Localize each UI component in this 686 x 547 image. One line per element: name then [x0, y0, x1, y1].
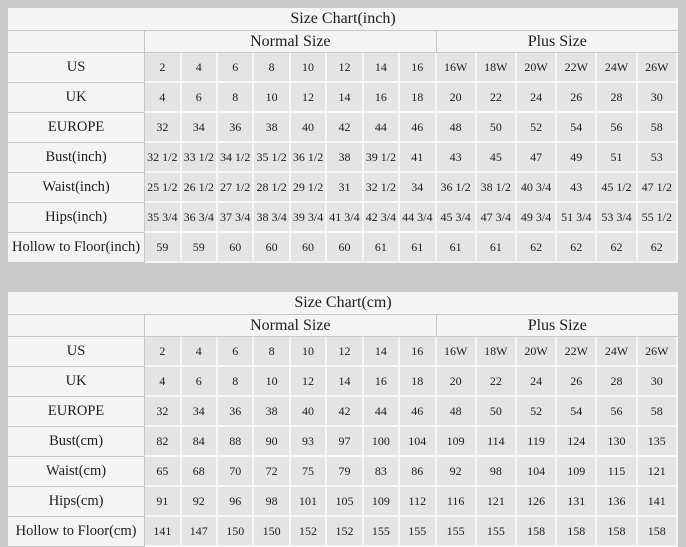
size-value-cell: 16	[364, 83, 400, 113]
size-value-cell: 10	[291, 53, 327, 83]
table-row	[8, 457, 678, 487]
size-value-cell: 8	[254, 337, 290, 367]
size-value-cell: 12	[291, 83, 327, 113]
size-value-cell: 20W	[517, 53, 557, 83]
size-value-cell: 36	[218, 397, 254, 427]
table-title-row	[8, 292, 678, 315]
size-value-cell: 28	[597, 83, 637, 113]
size-value-cell: 131	[557, 487, 597, 517]
row-label: US	[8, 337, 145, 367]
size-value-cell: 96	[218, 487, 254, 517]
size-value-cell: 100	[364, 427, 400, 457]
normal-size-header: Normal Size	[145, 31, 436, 53]
size-value-cell: 10	[254, 367, 290, 397]
size-value-cell: 114	[477, 427, 517, 457]
normal-size-header: Normal Size	[145, 315, 436, 337]
size-value-cell: 112	[400, 487, 436, 517]
size-value-cell: 55 1/2	[638, 203, 678, 233]
size-value-cell: 14	[364, 53, 400, 83]
size-value-cell: 6	[182, 367, 218, 397]
size-value-cell: 4	[145, 83, 181, 113]
size-value-cell: 38 3/4	[254, 203, 290, 233]
size-value-cell: 22W	[557, 337, 597, 367]
table-row	[8, 143, 678, 173]
size-value-cell: 28 1/2	[254, 173, 290, 203]
size-value-cell: 37 3/4	[218, 203, 254, 233]
table-title: Size Chart(inch)	[8, 8, 678, 31]
size-value-cell: 92	[182, 487, 218, 517]
size-value-cell: 93	[291, 427, 327, 457]
table-row	[8, 113, 678, 143]
size-value-cell: 34	[400, 173, 436, 203]
size-value-cell: 22W	[557, 53, 597, 83]
size-group-row	[8, 315, 678, 337]
size-value-cell: 155	[437, 517, 477, 547]
size-value-cell: 60	[291, 233, 327, 263]
size-value-cell: 32 1/2	[145, 143, 181, 173]
size-value-cell: 20W	[517, 337, 557, 367]
size-value-cell: 51	[597, 143, 637, 173]
size-value-cell: 35 1/2	[254, 143, 290, 173]
size-value-cell: 42	[327, 113, 363, 143]
plus-size-header: Plus Size	[437, 315, 678, 337]
size-value-cell: 44 3/4	[400, 203, 436, 233]
table-row	[8, 517, 678, 547]
table-title: Size Chart(cm)	[8, 292, 678, 315]
size-value-cell: 48	[437, 397, 477, 427]
size-value-cell: 86	[400, 457, 436, 487]
size-value-cell: 12	[327, 53, 363, 83]
row-label: Bust(cm)	[8, 427, 145, 457]
size-value-cell: 46	[400, 113, 436, 143]
size-value-cell: 45 3/4	[437, 203, 477, 233]
table-row	[8, 203, 678, 233]
size-value-cell: 83	[364, 457, 400, 487]
size-value-cell: 75	[291, 457, 327, 487]
size-value-cell: 10	[291, 337, 327, 367]
size-value-cell: 20	[437, 367, 477, 397]
table-row	[8, 367, 678, 397]
size-value-cell: 39 1/2	[364, 143, 400, 173]
size-value-cell: 16W	[437, 337, 477, 367]
size-value-cell: 4	[182, 337, 218, 367]
size-value-cell: 158	[557, 517, 597, 547]
size-value-cell: 155	[364, 517, 400, 547]
size-value-cell: 30	[638, 367, 678, 397]
size-value-cell: 32	[145, 397, 181, 427]
size-value-cell: 54	[557, 113, 597, 143]
size-value-cell: 36	[218, 113, 254, 143]
size-value-cell: 6	[182, 83, 218, 113]
size-value-cell: 62	[517, 233, 557, 263]
row-label: Waist(cm)	[8, 457, 145, 487]
size-value-cell: 34	[182, 113, 218, 143]
size-value-cell: 53 3/4	[597, 203, 637, 233]
size-value-cell: 38	[254, 113, 290, 143]
size-value-cell: 2	[145, 337, 181, 367]
size-value-cell: 90	[254, 427, 290, 457]
size-value-cell: 121	[638, 457, 678, 487]
size-value-cell: 155	[400, 517, 436, 547]
table-title-row	[8, 8, 678, 31]
size-value-cell: 49	[557, 143, 597, 173]
size-value-cell: 18	[400, 83, 436, 113]
row-label: Bust(inch)	[8, 143, 145, 173]
size-value-cell: 22	[477, 83, 517, 113]
size-value-cell: 4	[182, 53, 218, 83]
size-value-cell: 30	[638, 83, 678, 113]
size-value-cell: 150	[254, 517, 290, 547]
size-value-cell: 16W	[437, 53, 477, 83]
size-value-cell: 8	[254, 53, 290, 83]
size-value-cell: 147	[182, 517, 218, 547]
size-value-cell: 116	[437, 487, 477, 517]
size-value-cell: 26	[557, 367, 597, 397]
size-value-cell: 84	[182, 427, 218, 457]
size-value-cell: 14	[364, 337, 400, 367]
size-value-cell: 141	[145, 517, 181, 547]
size-value-cell: 34 1/2	[218, 143, 254, 173]
size-value-cell: 109	[557, 457, 597, 487]
size-value-cell: 39 3/4	[291, 203, 327, 233]
size-value-cell: 24W	[597, 337, 637, 367]
size-value-cell: 22	[477, 367, 517, 397]
table-row	[8, 427, 678, 457]
size-value-cell: 51 3/4	[557, 203, 597, 233]
size-value-cell: 36 1/2	[291, 143, 327, 173]
size-value-cell: 38 1/2	[477, 173, 517, 203]
size-value-cell: 82	[145, 427, 181, 457]
size-value-cell: 49 3/4	[517, 203, 557, 233]
size-value-cell: 25 1/2	[145, 173, 181, 203]
size-value-cell: 60	[254, 233, 290, 263]
table-row	[8, 233, 678, 263]
size-value-cell: 18W	[477, 53, 517, 83]
size-value-cell: 88	[218, 427, 254, 457]
row-label: EUROPE	[8, 113, 145, 143]
size-value-cell: 32	[145, 113, 181, 143]
size-value-cell: 60	[327, 233, 363, 263]
size-value-cell: 24W	[597, 53, 637, 83]
size-value-cell: 56	[597, 397, 637, 427]
size-value-cell: 41	[400, 143, 436, 173]
size-value-cell: 6	[218, 337, 254, 367]
size-value-cell: 59	[182, 233, 218, 263]
size-value-cell: 79	[327, 457, 363, 487]
size-value-cell: 91	[145, 487, 181, 517]
row-label: UK	[8, 367, 145, 397]
size-value-cell: 18	[400, 367, 436, 397]
size-value-cell: 136	[597, 487, 637, 517]
table-row	[8, 53, 678, 83]
size-value-cell: 52	[517, 113, 557, 143]
size-value-cell: 60	[218, 233, 254, 263]
size-value-cell: 35 3/4	[145, 203, 181, 233]
size-value-cell: 26W	[638, 337, 678, 367]
size-value-cell: 155	[477, 517, 517, 547]
corner-cell	[8, 31, 145, 53]
size-value-cell: 97	[327, 427, 363, 457]
row-label: UK	[8, 83, 145, 113]
size-value-cell: 50	[477, 113, 517, 143]
size-value-cell: 8	[218, 367, 254, 397]
size-value-cell: 158	[597, 517, 637, 547]
size-value-cell: 42 3/4	[364, 203, 400, 233]
size-group-row	[8, 31, 678, 53]
size-value-cell: 29 1/2	[291, 173, 327, 203]
size-value-cell: 61	[477, 233, 517, 263]
size-value-cell: 109	[437, 427, 477, 457]
size-value-cell: 44	[364, 397, 400, 427]
corner-cell	[8, 315, 145, 337]
size-value-cell: 42	[327, 397, 363, 427]
size-value-cell: 16	[400, 337, 436, 367]
size-value-cell: 18W	[477, 337, 517, 367]
size-value-cell: 115	[597, 457, 637, 487]
size-value-cell: 20	[437, 83, 477, 113]
size-value-cell: 10	[254, 83, 290, 113]
size-value-cell: 40 3/4	[517, 173, 557, 203]
size-value-cell: 58	[638, 397, 678, 427]
size-value-cell: 26W	[638, 53, 678, 83]
size-value-cell: 28	[597, 367, 637, 397]
size-value-cell: 44	[364, 113, 400, 143]
size-value-cell: 14	[327, 367, 363, 397]
size-value-cell: 121	[477, 487, 517, 517]
size-value-cell: 130	[597, 427, 637, 457]
size-chart-cm-table	[8, 292, 678, 547]
size-value-cell: 38	[327, 143, 363, 173]
size-value-cell: 33 1/2	[182, 143, 218, 173]
size-value-cell: 141	[638, 487, 678, 517]
size-value-cell: 45	[477, 143, 517, 173]
size-value-cell: 56	[597, 113, 637, 143]
size-value-cell: 8	[218, 83, 254, 113]
size-value-cell: 48	[437, 113, 477, 143]
size-value-cell: 50	[477, 397, 517, 427]
size-value-cell: 70	[218, 457, 254, 487]
size-value-cell: 52	[517, 397, 557, 427]
size-value-cell: 72	[254, 457, 290, 487]
size-value-cell: 104	[400, 427, 436, 457]
size-value-cell: 31	[327, 173, 363, 203]
size-value-cell: 54	[557, 397, 597, 427]
size-value-cell: 92	[437, 457, 477, 487]
plus-size-header: Plus Size	[437, 31, 678, 53]
size-value-cell: 61	[400, 233, 436, 263]
size-chart-inch-body	[8, 53, 678, 263]
size-value-cell: 46	[400, 397, 436, 427]
size-value-cell: 53	[638, 143, 678, 173]
size-value-cell: 65	[145, 457, 181, 487]
row-label: Waist(inch)	[8, 173, 145, 203]
size-value-cell: 98	[477, 457, 517, 487]
row-label: Hips(inch)	[8, 203, 145, 233]
size-value-cell: 26 1/2	[182, 173, 218, 203]
size-value-cell: 27 1/2	[218, 173, 254, 203]
size-value-cell: 47 1/2	[638, 173, 678, 203]
row-label: Hips(cm)	[8, 487, 145, 517]
size-value-cell: 43	[437, 143, 477, 173]
size-value-cell: 47	[517, 143, 557, 173]
size-value-cell: 62	[557, 233, 597, 263]
size-value-cell: 6	[218, 53, 254, 83]
size-value-cell: 26	[557, 83, 597, 113]
size-value-cell: 152	[327, 517, 363, 547]
row-label: Hollow to Floor(inch)	[8, 233, 145, 263]
size-value-cell: 32 1/2	[364, 173, 400, 203]
row-label: US	[8, 53, 145, 83]
size-value-cell: 34	[182, 397, 218, 427]
size-value-cell: 58	[638, 113, 678, 143]
size-value-cell: 12	[327, 337, 363, 367]
size-value-cell: 24	[517, 367, 557, 397]
table-row	[8, 173, 678, 203]
size-value-cell: 40	[291, 397, 327, 427]
table-row	[8, 83, 678, 113]
size-value-cell: 36 3/4	[182, 203, 218, 233]
size-value-cell: 98	[254, 487, 290, 517]
size-value-cell: 59	[145, 233, 181, 263]
size-value-cell: 24	[517, 83, 557, 113]
size-value-cell: 16	[364, 367, 400, 397]
size-value-cell: 43	[557, 173, 597, 203]
size-value-cell: 47 3/4	[477, 203, 517, 233]
size-value-cell: 14	[327, 83, 363, 113]
row-label: EUROPE	[8, 397, 145, 427]
size-value-cell: 12	[291, 367, 327, 397]
size-value-cell: 41 3/4	[327, 203, 363, 233]
size-value-cell: 119	[517, 427, 557, 457]
size-value-cell: 62	[638, 233, 678, 263]
size-value-cell: 152	[291, 517, 327, 547]
size-value-cell: 4	[145, 367, 181, 397]
size-value-cell: 135	[638, 427, 678, 457]
size-value-cell: 101	[291, 487, 327, 517]
size-value-cell: 124	[557, 427, 597, 457]
size-value-cell: 38	[254, 397, 290, 427]
size-value-cell: 158	[517, 517, 557, 547]
size-chart-inch-table	[8, 8, 678, 263]
size-value-cell: 68	[182, 457, 218, 487]
size-value-cell: 16	[400, 53, 436, 83]
size-value-cell: 2	[145, 53, 181, 83]
size-value-cell: 62	[597, 233, 637, 263]
size-value-cell: 61	[437, 233, 477, 263]
size-value-cell: 104	[517, 457, 557, 487]
size-value-cell: 40	[291, 113, 327, 143]
table-row	[8, 337, 678, 367]
size-value-cell: 126	[517, 487, 557, 517]
size-value-cell: 109	[364, 487, 400, 517]
size-value-cell: 36 1/2	[437, 173, 477, 203]
size-chart-cm-body	[8, 337, 678, 547]
table-row	[8, 487, 678, 517]
row-label: Hollow to Floor(cm)	[8, 517, 145, 547]
size-value-cell: 45 1/2	[597, 173, 637, 203]
table-row	[8, 397, 678, 427]
size-value-cell: 158	[638, 517, 678, 547]
size-value-cell: 150	[218, 517, 254, 547]
size-value-cell: 61	[364, 233, 400, 263]
size-value-cell: 105	[327, 487, 363, 517]
